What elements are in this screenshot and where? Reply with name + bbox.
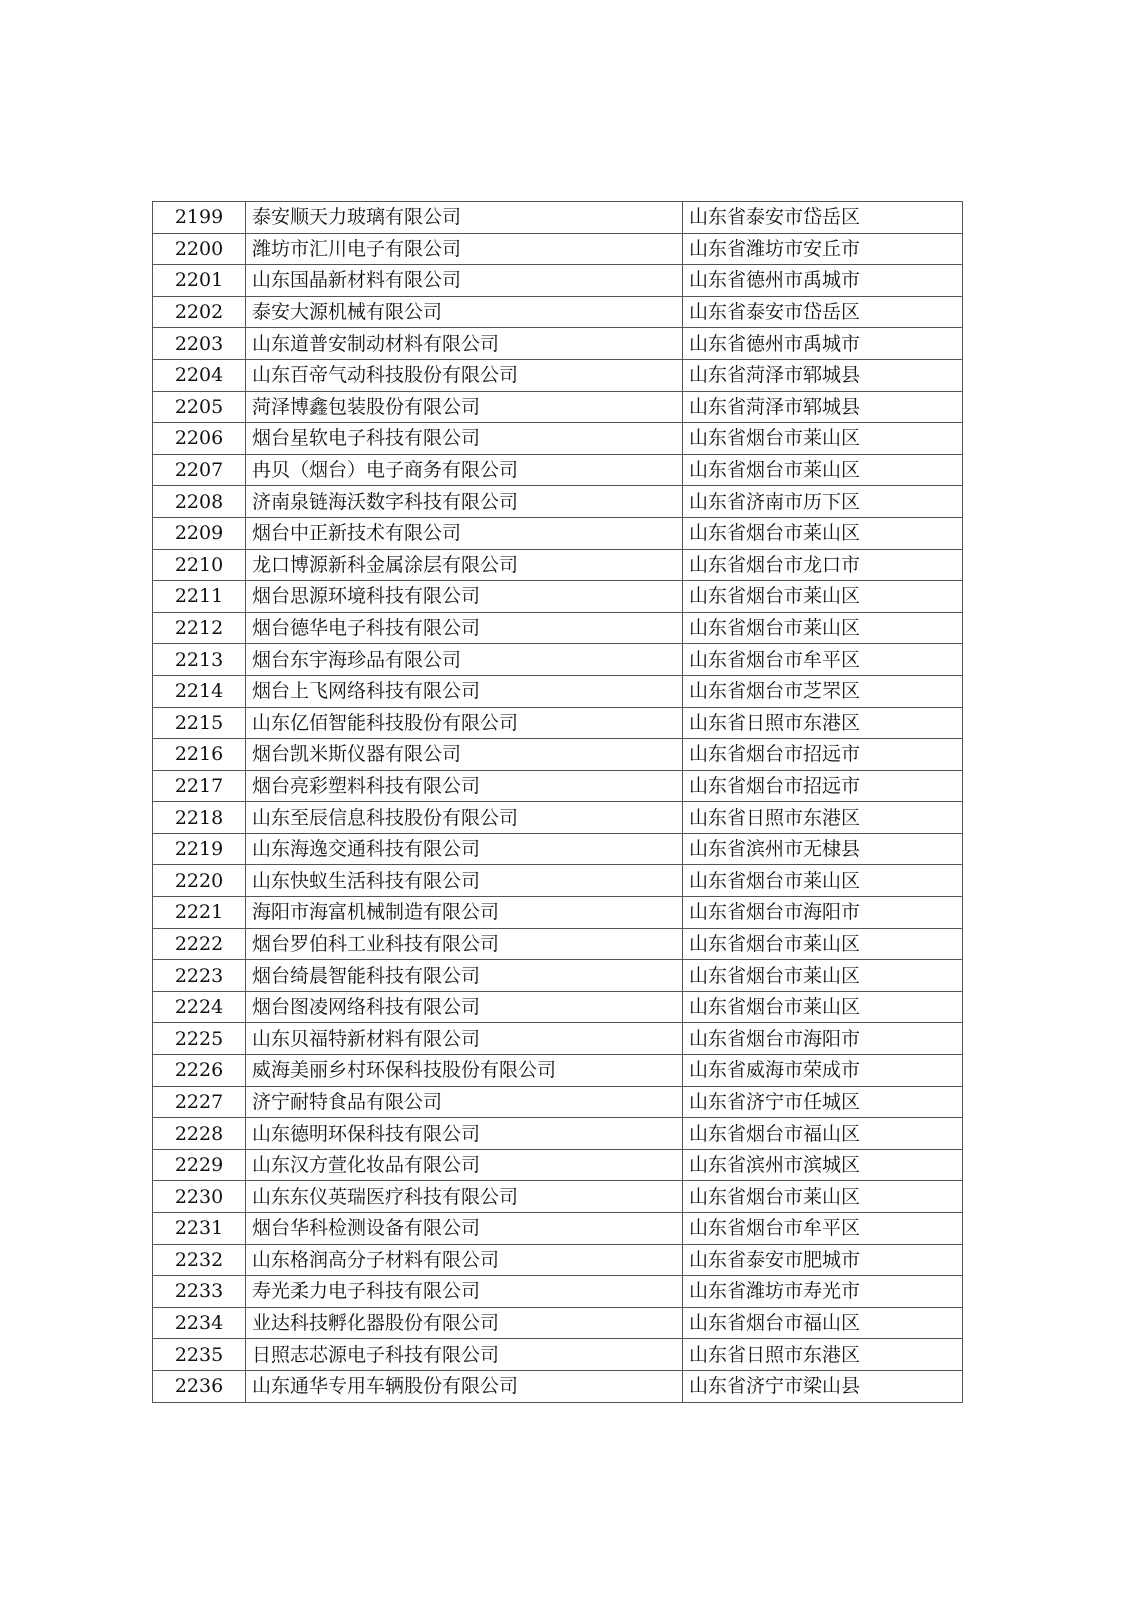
row-number-cell: 2212 [153, 612, 246, 644]
row-number-cell: 2202 [153, 296, 246, 328]
company-list-table [152, 201, 963, 1403]
table-row [153, 1055, 963, 1087]
company-name-cell: 寿光柔力电子科技有限公司 [246, 1276, 683, 1308]
location-cell: 山东省济南市历下区 [683, 486, 963, 518]
location-cell: 山东省泰安市岱岳区 [683, 296, 963, 328]
row-number-cell: 2236 [153, 1370, 246, 1402]
row-number-cell: 2218 [153, 802, 246, 834]
table-row [153, 296, 963, 328]
table-row [153, 233, 963, 265]
location-cell: 山东省日照市东港区 [683, 707, 963, 739]
location-cell: 山东省烟台市海阳市 [683, 1023, 963, 1055]
company-name-cell: 烟台中正新技术有限公司 [246, 517, 683, 549]
table-row [153, 1244, 963, 1276]
location-cell: 山东省烟台市莱山区 [683, 454, 963, 486]
company-name-cell: 烟台思源环境科技有限公司 [246, 581, 683, 613]
company-name-cell: 菏泽博鑫包装股份有限公司 [246, 391, 683, 423]
row-number-cell: 2232 [153, 1244, 246, 1276]
company-name-cell: 山东德明环保科技有限公司 [246, 1118, 683, 1150]
table-row [153, 1149, 963, 1181]
company-name-cell: 烟台德华电子科技有限公司 [246, 612, 683, 644]
table-row [153, 739, 963, 771]
company-name-cell: 山东东仪英瑞医疗科技有限公司 [246, 1181, 683, 1213]
location-cell: 山东省烟台市龙口市 [683, 549, 963, 581]
row-number-cell: 2221 [153, 897, 246, 929]
table-row [153, 359, 963, 391]
table-row [153, 675, 963, 707]
row-number-cell: 2229 [153, 1149, 246, 1181]
location-cell: 山东省德州市禹城市 [683, 328, 963, 360]
location-cell: 山东省潍坊市寿光市 [683, 1276, 963, 1308]
company-name-cell: 烟台凯米斯仪器有限公司 [246, 739, 683, 771]
company-name-cell: 山东国晶新材料有限公司 [246, 265, 683, 297]
location-cell: 山东省烟台市牟平区 [683, 644, 963, 676]
location-cell: 山东省烟台市莱山区 [683, 928, 963, 960]
location-cell: 山东省烟台市莱山区 [683, 960, 963, 992]
location-cell: 山东省菏泽市郓城县 [683, 359, 963, 391]
row-number-cell: 2216 [153, 739, 246, 771]
location-cell: 山东省烟台市福山区 [683, 1118, 963, 1150]
table-row [153, 833, 963, 865]
row-number-cell: 2233 [153, 1276, 246, 1308]
row-number-cell: 2217 [153, 770, 246, 802]
location-cell: 山东省烟台市莱山区 [683, 517, 963, 549]
row-number-cell: 2227 [153, 1086, 246, 1118]
row-number-cell: 2234 [153, 1307, 246, 1339]
location-cell: 山东省泰安市肥城市 [683, 1244, 963, 1276]
row-number-cell: 2209 [153, 517, 246, 549]
location-cell: 山东省济宁市梁山县 [683, 1370, 963, 1402]
company-name-cell: 济南泉链海沃数字科技有限公司 [246, 486, 683, 518]
row-number-cell: 2215 [153, 707, 246, 739]
company-name-cell: 龙口博源新科金属涂层有限公司 [246, 549, 683, 581]
table-row [153, 1023, 963, 1055]
company-name-cell: 山东海逸交通科技有限公司 [246, 833, 683, 865]
company-name-cell: 山东贝福特新材料有限公司 [246, 1023, 683, 1055]
location-cell: 山东省烟台市招远市 [683, 739, 963, 771]
table-row [153, 1339, 963, 1371]
company-name-cell: 威海美丽乡村环保科技股份有限公司 [246, 1055, 683, 1087]
row-number-cell: 2211 [153, 581, 246, 613]
company-name-cell: 山东至辰信息科技股份有限公司 [246, 802, 683, 834]
table-row [153, 865, 963, 897]
location-cell: 山东省菏泽市郓城县 [683, 391, 963, 423]
row-number-cell: 2210 [153, 549, 246, 581]
row-number-cell: 2201 [153, 265, 246, 297]
row-number-cell: 2228 [153, 1118, 246, 1150]
table-row [153, 897, 963, 929]
row-number-cell: 2207 [153, 454, 246, 486]
table-row [153, 802, 963, 834]
location-cell: 山东省泰安市岱岳区 [683, 202, 963, 234]
location-cell: 山东省烟台市牟平区 [683, 1213, 963, 1245]
table-row [153, 328, 963, 360]
company-name-cell: 潍坊市汇川电子有限公司 [246, 233, 683, 265]
row-number-cell: 2235 [153, 1339, 246, 1371]
table-row [153, 1307, 963, 1339]
table-row [153, 928, 963, 960]
company-name-cell: 烟台上飞网络科技有限公司 [246, 675, 683, 707]
row-number-cell: 2230 [153, 1181, 246, 1213]
row-number-cell: 2204 [153, 359, 246, 391]
company-name-cell: 日照志芯源电子科技有限公司 [246, 1339, 683, 1371]
row-number-cell: 2214 [153, 675, 246, 707]
row-number-cell: 2200 [153, 233, 246, 265]
row-number-cell: 2213 [153, 644, 246, 676]
company-name-cell: 山东亿佰智能科技股份有限公司 [246, 707, 683, 739]
table-row [153, 454, 963, 486]
row-number-cell: 2219 [153, 833, 246, 865]
row-number-cell: 2203 [153, 328, 246, 360]
row-number-cell: 2199 [153, 202, 246, 234]
table-row [153, 1118, 963, 1150]
location-cell: 山东省滨州市滨城区 [683, 1149, 963, 1181]
company-name-cell: 烟台亮彩塑料科技有限公司 [246, 770, 683, 802]
location-cell: 山东省威海市荣成市 [683, 1055, 963, 1087]
location-cell: 山东省烟台市莱山区 [683, 423, 963, 455]
table-row [153, 391, 963, 423]
table-row [153, 486, 963, 518]
company-name-cell: 烟台华科检测设备有限公司 [246, 1213, 683, 1245]
company-name-cell: 山东快蚁生活科技有限公司 [246, 865, 683, 897]
row-number-cell: 2222 [153, 928, 246, 960]
table-row [153, 423, 963, 455]
row-number-cell: 2208 [153, 486, 246, 518]
location-cell: 山东省烟台市莱山区 [683, 612, 963, 644]
table-row [153, 1213, 963, 1245]
company-name-cell: 山东格润高分子材料有限公司 [246, 1244, 683, 1276]
company-name-cell: 海阳市海富机械制造有限公司 [246, 897, 683, 929]
table-row [153, 1370, 963, 1402]
row-number-cell: 2220 [153, 865, 246, 897]
location-cell: 山东省德州市禹城市 [683, 265, 963, 297]
table-row [153, 707, 963, 739]
company-name-cell: 山东汉方萱化妆品有限公司 [246, 1149, 683, 1181]
row-number-cell: 2223 [153, 960, 246, 992]
table-row [153, 549, 963, 581]
company-name-cell: 山东百帝气动科技股份有限公司 [246, 359, 683, 391]
location-cell: 山东省烟台市福山区 [683, 1307, 963, 1339]
location-cell: 山东省烟台市莱山区 [683, 991, 963, 1023]
company-name-cell: 济宁耐特食品有限公司 [246, 1086, 683, 1118]
table-row [153, 202, 963, 234]
location-cell: 山东省日照市东港区 [683, 1339, 963, 1371]
row-number-cell: 2206 [153, 423, 246, 455]
table-row [153, 612, 963, 644]
table-row [153, 581, 963, 613]
company-name-cell: 烟台绮晨智能科技有限公司 [246, 960, 683, 992]
location-cell: 山东省烟台市招远市 [683, 770, 963, 802]
row-number-cell: 2205 [153, 391, 246, 423]
company-name-cell: 烟台星软电子科技有限公司 [246, 423, 683, 455]
table-row [153, 1276, 963, 1308]
table-row [153, 1181, 963, 1213]
location-cell: 山东省滨州市无棣县 [683, 833, 963, 865]
location-cell: 山东省烟台市莱山区 [683, 581, 963, 613]
company-name-cell: 烟台罗伯科工业科技有限公司 [246, 928, 683, 960]
company-list-body [153, 202, 963, 1403]
table-row [153, 1086, 963, 1118]
table-row [153, 991, 963, 1023]
row-number-cell: 2226 [153, 1055, 246, 1087]
location-cell: 山东省烟台市海阳市 [683, 897, 963, 929]
location-cell: 山东省济宁市任城区 [683, 1086, 963, 1118]
company-name-cell: 泰安大源机械有限公司 [246, 296, 683, 328]
company-name-cell: 泰安顺天力玻璃有限公司 [246, 202, 683, 234]
company-name-cell: 山东通华专用车辆股份有限公司 [246, 1370, 683, 1402]
location-cell: 山东省烟台市芝罘区 [683, 675, 963, 707]
location-cell: 山东省烟台市莱山区 [683, 865, 963, 897]
table-row [153, 960, 963, 992]
row-number-cell: 2225 [153, 1023, 246, 1055]
row-number-cell: 2231 [153, 1213, 246, 1245]
company-name-cell: 冉贝（烟台）电子商务有限公司 [246, 454, 683, 486]
table-row [153, 265, 963, 297]
company-name-cell: 烟台东宇海珍品有限公司 [246, 644, 683, 676]
table-row [153, 770, 963, 802]
row-number-cell: 2224 [153, 991, 246, 1023]
company-name-cell: 烟台图凌网络科技有限公司 [246, 991, 683, 1023]
table-row [153, 517, 963, 549]
company-name-cell: 业达科技孵化器股份有限公司 [246, 1307, 683, 1339]
location-cell: 山东省潍坊市安丘市 [683, 233, 963, 265]
location-cell: 山东省烟台市莱山区 [683, 1181, 963, 1213]
table-row [153, 644, 963, 676]
company-name-cell: 山东道普安制动材料有限公司 [246, 328, 683, 360]
location-cell: 山东省日照市东港区 [683, 802, 963, 834]
